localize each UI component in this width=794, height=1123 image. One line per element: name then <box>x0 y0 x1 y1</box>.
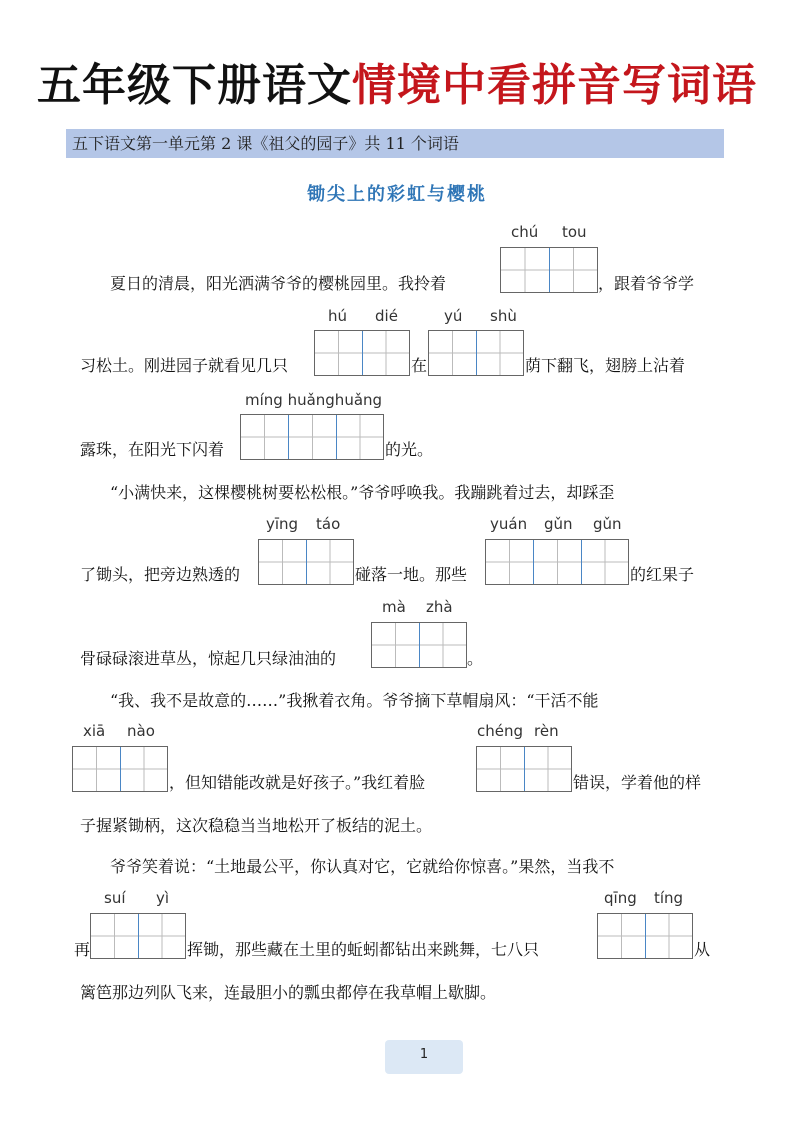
pinyin-syllable: yuán <box>490 515 528 533</box>
answer-cell[interactable] <box>524 747 571 791</box>
text-line: 在 <box>411 356 428 375</box>
pinyin-syllable: gǔn <box>544 515 573 533</box>
pinyin-syllable: shù <box>490 307 517 325</box>
pinyin-syllable: qīng <box>604 889 637 907</box>
answer-cell[interactable] <box>91 914 138 958</box>
answer-box[interactable] <box>597 913 693 959</box>
answer-cell[interactable] <box>336 415 383 459</box>
title-part-grade: 五年级下册语文 <box>37 60 352 111</box>
answer-cell[interactable] <box>476 331 523 375</box>
answer-cell[interactable] <box>645 914 692 958</box>
answer-cell[interactable] <box>73 747 120 791</box>
answer-cell[interactable] <box>362 331 409 375</box>
answer-box[interactable] <box>371 622 467 668</box>
pinyin-syllable: táo <box>316 515 341 533</box>
answer-cell[interactable] <box>501 248 549 292</box>
text-line: ，跟着爷爷学 <box>598 274 695 293</box>
text-line: 荫下翻飞，翅膀上沾着 <box>525 356 686 375</box>
pinyin-syllable: yú <box>444 307 463 325</box>
pinyin-syllable: yīng <box>266 515 299 533</box>
answer-cell[interactable] <box>241 415 288 459</box>
text-line: 从 <box>694 940 711 959</box>
pinyin-syllable: dié <box>375 307 398 325</box>
pinyin-syllable: yì <box>156 889 170 907</box>
answer-box[interactable] <box>240 414 384 460</box>
pinyin-syllable: tíng <box>654 889 684 907</box>
answer-cell[interactable] <box>306 540 353 584</box>
answer-box[interactable] <box>314 330 410 376</box>
text-line: 习松土。刚进园子就看见几只 <box>80 356 289 375</box>
pinyin-syllable: rèn <box>534 722 559 740</box>
pinyin-syllable: tou <box>562 223 587 241</box>
text-line: 的红果子 <box>630 565 695 584</box>
answer-cell[interactable] <box>288 415 335 459</box>
pinyin-syllable: hú <box>328 307 348 325</box>
pinyin-syllable: suí <box>104 889 126 907</box>
text-line: 了锄头，把旁边熟透的 <box>80 565 241 584</box>
pinyin-syllable: chéng <box>477 722 524 740</box>
answer-cell[interactable] <box>533 540 580 584</box>
text-line: ，但知错能改就是好孩子。”我红着脸 <box>169 773 426 792</box>
pinyin-syllable: gǔn <box>593 515 622 533</box>
pinyin-syllable: míng huǎnghuǎng <box>245 391 383 409</box>
page-number: 1 <box>385 1040 463 1074</box>
text-line: 爷爷笑着说：“土地最公平，你认真对它，它就给你惊喜。”果然，当我不 <box>110 857 615 876</box>
answer-cell[interactable] <box>372 623 419 667</box>
worksheet-title <box>0 56 794 116</box>
pinyin-syllable: xiā <box>83 722 106 740</box>
text-line: 。 <box>467 649 484 668</box>
text-line: 再 <box>74 940 91 959</box>
subtitle: 五下语文第一单元第 2 课《祖父的园子》共 11 个词语 <box>72 134 459 153</box>
answer-box[interactable] <box>258 539 354 585</box>
answer-cell[interactable] <box>598 914 645 958</box>
answer-cell[interactable] <box>138 914 185 958</box>
story-heading: 锄尖上的彩虹与樱桃 <box>307 184 487 205</box>
text-line: 的光。 <box>385 440 434 459</box>
text-line: “我、我不是故意的……”我揪着衣角。爷爷摘下草帽扇风：“干活不能 <box>110 691 599 710</box>
text-line: 骨碌碌滚进草丛，惊起几只绿油油的 <box>80 649 337 668</box>
pinyin-syllable: zhà <box>426 598 453 616</box>
answer-cell[interactable] <box>259 540 306 584</box>
pinyin-syllable: nào <box>127 722 155 740</box>
answer-box[interactable] <box>72 746 168 792</box>
answer-box[interactable] <box>476 746 572 792</box>
answer-box[interactable] <box>485 539 629 585</box>
text-line: “小满快来，这棵樱桃树要松松根。”爷爷呼唤我。我蹦跳着过去，却踩歪 <box>110 483 615 502</box>
text-line: 错误，学着他的样 <box>573 773 702 792</box>
answer-cell[interactable] <box>486 540 533 584</box>
title-part-topic: 情境中看拼音写词语 <box>352 60 757 111</box>
text-line: 挥锄，那些藏在土里的蚯蚓都钻出来跳舞，七八只 <box>187 940 540 959</box>
answer-box[interactable] <box>500 247 598 293</box>
answer-cell[interactable] <box>315 331 362 375</box>
text-line: 夏日的清晨，阳光洒满爷爷的樱桃园里。我拎着 <box>110 274 447 293</box>
answer-cell[interactable] <box>549 248 597 292</box>
text-line: 子握紧锄柄，这次稳稳当当地松开了板结的泥土。 <box>80 816 433 835</box>
answer-box[interactable] <box>428 330 524 376</box>
text-line: 碰落一地。那些 <box>355 565 468 584</box>
text-line: 篱笆那边列队飞来，连最胆小的瓢虫都停在我草帽上歇脚。 <box>80 983 497 1002</box>
pinyin-syllable: mà <box>382 598 406 616</box>
answer-cell[interactable] <box>419 623 466 667</box>
answer-cell[interactable] <box>429 331 476 375</box>
pinyin-syllable: chú <box>511 223 539 241</box>
answer-cell[interactable] <box>120 747 167 791</box>
answer-cell[interactable] <box>477 747 524 791</box>
answer-cell[interactable] <box>581 540 628 584</box>
answer-box[interactable] <box>90 913 186 959</box>
text-line: 露珠，在阳光下闪着 <box>80 440 225 459</box>
